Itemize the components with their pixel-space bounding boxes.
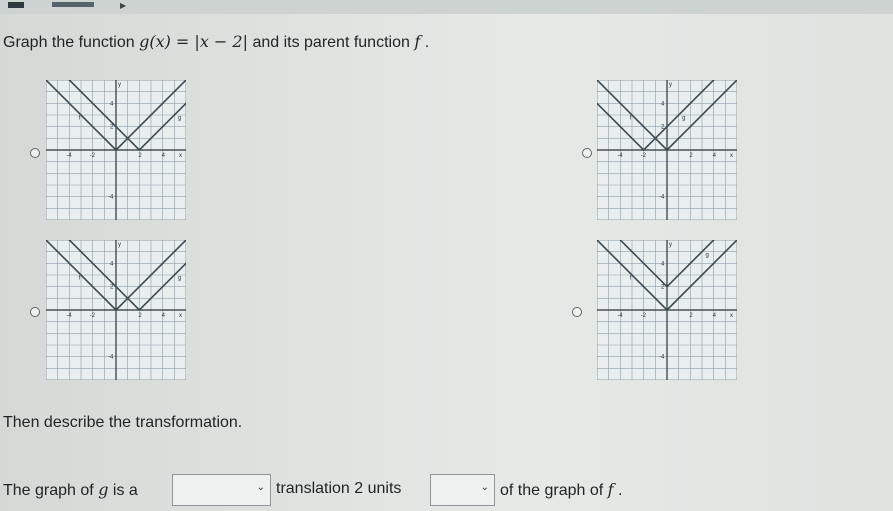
tick-label: 2 xyxy=(138,313,142,319)
answer-var-f: f xyxy=(607,480,614,499)
series-label: f xyxy=(629,115,632,122)
radio-option-b[interactable] xyxy=(582,148,592,158)
direction-dropdown-2[interactable] xyxy=(430,474,495,506)
tick-label: 2 xyxy=(138,153,142,159)
tick-label: 4 xyxy=(712,153,717,159)
graph-option-b xyxy=(597,80,737,220)
graph-option-d xyxy=(597,240,737,380)
tick-label: 2 xyxy=(661,124,665,131)
tick-label: 4 xyxy=(661,261,665,268)
series-label: g xyxy=(705,252,709,259)
tick-label: -4 xyxy=(659,194,665,201)
tick-label: -4 xyxy=(617,313,623,319)
tick-label: -4 xyxy=(617,153,623,159)
parent-function: f xyxy=(414,32,421,51)
tick-label: -2 xyxy=(89,313,96,319)
series-label: g xyxy=(177,275,182,282)
tick-label: 2 xyxy=(110,284,114,291)
series-label: g xyxy=(682,115,686,122)
series-label: g xyxy=(177,115,182,122)
series-label: f xyxy=(78,275,81,282)
axis-label: y xyxy=(669,241,672,248)
graph-option-a xyxy=(46,80,186,220)
axis-label: y xyxy=(118,81,121,88)
tick-label: 4 xyxy=(161,313,166,319)
chevron-down-icon: ⌄ xyxy=(256,482,265,493)
tick-label: -2 xyxy=(640,313,647,319)
tick-label: -4 xyxy=(659,354,665,361)
toolbar-label xyxy=(52,2,94,7)
tick-label: 4 xyxy=(110,261,114,268)
prompt-suffix: and its parent function xyxy=(252,34,410,51)
series-label: f xyxy=(78,115,81,122)
tick-label: -4 xyxy=(66,313,72,319)
answer-var-g: g xyxy=(98,480,109,499)
tick-label: 2 xyxy=(110,124,114,131)
tick-label: 2 xyxy=(689,153,693,159)
toolbar-icon[interactable] xyxy=(8,2,24,8)
answer-part1: The graph of g is a xyxy=(3,480,138,499)
axis-label: y xyxy=(669,81,672,88)
axis-label: x xyxy=(730,313,733,319)
tick-label: 2 xyxy=(661,284,665,291)
graph-option-c xyxy=(46,240,186,380)
graph-svg xyxy=(46,80,186,220)
graph-svg xyxy=(597,80,737,220)
tick-label: 4 xyxy=(712,313,717,319)
question-prompt xyxy=(3,32,429,52)
prompt-end: . xyxy=(424,34,430,51)
tick-label: -4 xyxy=(66,153,72,159)
chevron-down-icon: ⌄ xyxy=(480,482,489,493)
tick-label: 4 xyxy=(661,101,665,108)
tick-label: -4 xyxy=(108,194,114,201)
top-toolbar xyxy=(0,0,893,14)
tick-label: -2 xyxy=(89,153,96,159)
play-icon[interactable]: ▶ xyxy=(120,1,127,10)
prompt-prefix: Graph the function xyxy=(3,34,135,51)
describe-instruction: Then describe the transformation. xyxy=(3,414,243,431)
axis-label: x xyxy=(730,153,733,159)
tick-label: -2 xyxy=(640,153,647,159)
tick-label: 4 xyxy=(110,101,114,108)
answer-part4: of the graph of f . xyxy=(500,480,623,499)
axis-label: y xyxy=(118,241,121,248)
axis-label: x xyxy=(179,153,182,159)
radio-option-c[interactable] xyxy=(30,307,40,317)
radio-option-d[interactable] xyxy=(572,307,582,317)
function-g: g(x) = |x − 2| xyxy=(139,32,248,51)
answer-part3: translation 2 units xyxy=(276,480,402,497)
graph-svg xyxy=(46,240,186,380)
series-label: f xyxy=(629,275,632,282)
radio-option-a[interactable] xyxy=(30,148,40,158)
graph-svg xyxy=(597,240,737,380)
tick-label: 2 xyxy=(689,313,693,319)
tick-label: -4 xyxy=(108,354,114,361)
tick-label: 4 xyxy=(161,153,166,159)
axis-label: x xyxy=(179,313,182,319)
direction-dropdown-1[interactable] xyxy=(172,474,271,506)
